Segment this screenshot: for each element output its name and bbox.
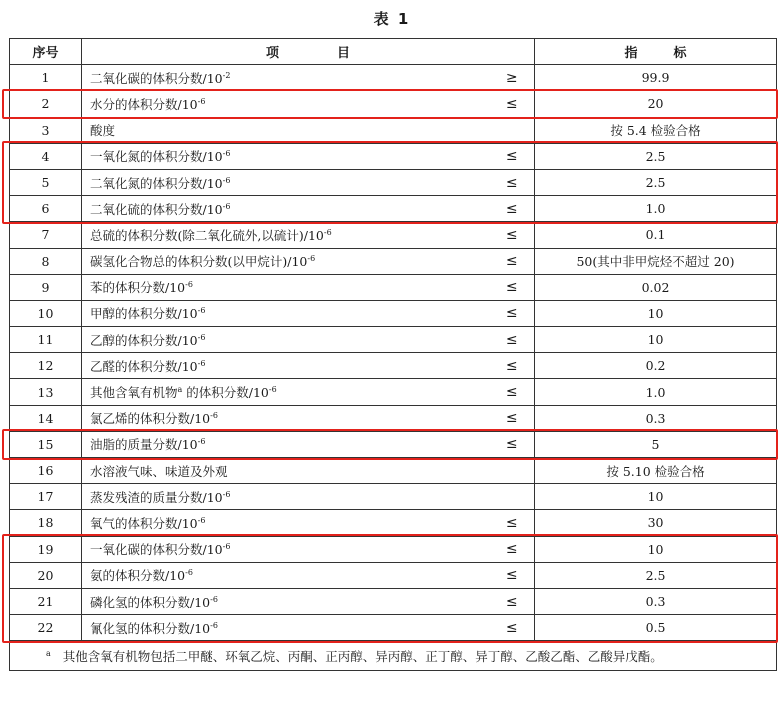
row-seq: 18 <box>10 510 82 536</box>
row-seq: 22 <box>10 615 82 641</box>
table-row <box>10 65 777 91</box>
table-row <box>10 91 777 117</box>
row-comparator: ≤ <box>490 91 535 117</box>
row-item <box>82 353 490 379</box>
header-item: 项目 <box>82 39 535 65</box>
row-item-exponent: -6 <box>197 515 206 525</box>
row-comparator: ≤ <box>490 353 535 379</box>
row-item-text: 油脂的质量分数/10 <box>90 437 198 453</box>
row-value: 0.5 <box>535 615 777 641</box>
table-row <box>10 248 777 274</box>
row-item-text: 氰化氢的体积分数/10 <box>90 620 211 636</box>
row-value: 2.5 <box>535 562 777 588</box>
table-row <box>10 327 777 353</box>
row-item-text: 一氧化碳的体积分数/10 <box>90 542 223 558</box>
row-item-text: 蒸发残渣的质量分数/10 <box>90 489 223 505</box>
row-value: 5 <box>535 431 777 457</box>
row-seq: 12 <box>10 353 82 379</box>
row-item-exponent: -6 <box>210 594 218 604</box>
row-item-exponent: -6 <box>268 385 277 395</box>
specification-table <box>9 38 777 671</box>
row-seq: 14 <box>10 405 82 431</box>
table-row <box>10 274 777 300</box>
row-item <box>82 588 490 614</box>
row-item-exponent: -6 <box>185 568 193 578</box>
row-item-exponent: -6 <box>323 227 332 237</box>
row-item-text: 碳氢化合物总的体积分数(以甲烷计)/10 <box>90 254 308 270</box>
row-item <box>82 615 490 641</box>
table-row <box>10 300 777 326</box>
row-item-text: 乙醛的体积分数/10 <box>90 358 198 374</box>
row-value: 1.0 <box>535 379 777 405</box>
row-comparator: ≤ <box>490 196 535 222</box>
row-value: 0.02 <box>535 274 777 300</box>
row-item <box>82 562 490 588</box>
table-row <box>10 431 777 457</box>
footnote-mark: a <box>46 648 51 658</box>
row-seq: 17 <box>10 484 82 510</box>
row-item-text: 一氧化氮的体积分数/10 <box>90 149 223 165</box>
table-row <box>10 510 777 536</box>
table-row <box>10 353 777 379</box>
row-comparator: ≤ <box>490 379 535 405</box>
footnote <box>10 641 777 671</box>
table-row <box>10 379 777 405</box>
row-footnote-mark: a <box>177 385 183 395</box>
table-title: 表 1 <box>373 10 411 28</box>
row-item-exponent: -6 <box>197 358 206 368</box>
table-row <box>10 615 777 641</box>
row-item <box>82 91 490 117</box>
row-item <box>82 143 490 169</box>
row-item <box>82 300 490 326</box>
row-item-exponent: -6 <box>222 489 231 499</box>
row-seq: 7 <box>10 222 82 248</box>
row-item-exponent: -6 <box>197 437 206 447</box>
row-value: 0.3 <box>535 405 777 431</box>
row-seq: 16 <box>10 458 82 484</box>
footnote-text: 其他含氧有机物包括二甲醚、环氧乙烷、丙酮、正丙醇、异丙醇、正丁醇、异丁醇、乙酸乙酯、乙酸异戊酯。 <box>62 648 663 664</box>
row-item-exponent: -6 <box>210 620 218 630</box>
row-comparator: ≤ <box>490 431 535 457</box>
table-row <box>10 143 777 169</box>
row-seq: 11 <box>10 327 82 353</box>
row-comparator: ≤ <box>490 169 535 195</box>
row-item <box>82 196 490 222</box>
row-item <box>82 169 490 195</box>
row-item-text: 总硫的体积分数(除二氧化硫外,以硫计)/10 <box>90 227 324 243</box>
row-seq: 5 <box>10 169 82 195</box>
row-item-suffix: 的体积分数/10 <box>182 385 269 401</box>
row-value: 2.5 <box>535 143 777 169</box>
row-comparator: ≤ <box>490 248 535 274</box>
row-seq: 21 <box>10 588 82 614</box>
row-seq: 15 <box>10 431 82 457</box>
row-item-text: 水溶液气味、味道及外观 <box>90 463 228 479</box>
row-comparator: ≥ <box>490 65 535 91</box>
row-seq: 13 <box>10 379 82 405</box>
row-item-text: 磷化氢的体积分数/10 <box>90 594 211 610</box>
table-row <box>10 169 777 195</box>
row-item-exponent: -6 <box>222 201 231 211</box>
row-item <box>82 248 490 274</box>
row-item-text: 氨的体积分数/10 <box>90 568 186 584</box>
row-item-text: 酸度 <box>90 123 116 139</box>
row-seq: 9 <box>10 274 82 300</box>
row-value: 99.9 <box>535 65 777 91</box>
row-comparator: ≤ <box>490 510 535 536</box>
row-comparator: ≤ <box>490 536 535 562</box>
table-header-row <box>10 39 777 65</box>
row-item-text: 乙醇的体积分数/10 <box>90 332 198 348</box>
row-item-exponent: -6 <box>197 96 206 106</box>
row-comparator: ≤ <box>490 588 535 614</box>
footnote-row <box>10 641 777 671</box>
row-seq: 1 <box>10 65 82 91</box>
row-comparator: ≤ <box>490 615 535 641</box>
table-row <box>10 405 777 431</box>
row-seq: 2 <box>10 91 82 117</box>
row-seq: 6 <box>10 196 82 222</box>
row-value: 按 5.10 检验合格 <box>535 458 777 484</box>
row-value: 30 <box>535 510 777 536</box>
row-item-text: 水分的体积分数/10 <box>90 96 198 112</box>
row-item <box>82 431 490 457</box>
row-comparator: ≤ <box>490 222 535 248</box>
row-seq: 4 <box>10 143 82 169</box>
row-item-text: 二氧化硫的体积分数/10 <box>90 201 223 217</box>
row-item-text: 二氧化氮的体积分数/10 <box>90 175 223 191</box>
header-seq: 序号 <box>10 39 82 65</box>
row-comparator: ≤ <box>490 143 535 169</box>
row-value: 10 <box>535 300 777 326</box>
row-item-exponent: -6 <box>222 542 231 552</box>
table-row <box>10 588 777 614</box>
header-value: 指标 <box>535 39 777 65</box>
row-value: 按 5.4 检验合格 <box>535 117 777 143</box>
row-value: 1.0 <box>535 196 777 222</box>
row-item <box>82 458 490 484</box>
row-value: 20 <box>535 91 777 117</box>
row-item-exponent: -6 <box>197 306 206 316</box>
row-item <box>82 510 490 536</box>
row-item-exponent: -6 <box>222 149 231 159</box>
row-comparator <box>490 458 535 484</box>
row-comparator <box>490 117 535 143</box>
row-value: 10 <box>535 327 777 353</box>
row-seq: 8 <box>10 248 82 274</box>
row-value: 50(其中非甲烷烃不超过 20) <box>535 248 777 274</box>
row-item-text: 苯的体积分数/10 <box>90 280 186 296</box>
row-comparator: ≤ <box>490 562 535 588</box>
row-comparator <box>490 484 535 510</box>
row-item-exponent: -6 <box>307 254 316 264</box>
row-item <box>82 117 490 143</box>
row-item <box>82 222 490 248</box>
row-item <box>82 405 490 431</box>
row-item-exponent: -6 <box>210 411 218 421</box>
row-value: 0.2 <box>535 353 777 379</box>
row-value: 0.3 <box>535 588 777 614</box>
row-value: 10 <box>535 484 777 510</box>
row-seq: 20 <box>10 562 82 588</box>
row-item-text: 其他含氧有机物 <box>90 385 178 401</box>
row-comparator: ≤ <box>490 405 535 431</box>
row-item <box>82 65 490 91</box>
row-item-text: 氧气的体积分数/10 <box>90 515 198 531</box>
row-value: 10 <box>535 536 777 562</box>
row-item <box>82 327 490 353</box>
row-comparator: ≤ <box>490 274 535 300</box>
row-item <box>82 379 490 405</box>
table-row <box>10 562 777 588</box>
row-item-exponent: -6 <box>197 332 206 342</box>
table-row <box>10 536 777 562</box>
table-row <box>10 484 777 510</box>
row-item-exponent: -6 <box>185 280 193 290</box>
row-comparator: ≤ <box>490 327 535 353</box>
row-item <box>82 274 490 300</box>
row-seq: 10 <box>10 300 82 326</box>
row-item-text: 氯乙烯的体积分数/10 <box>90 411 211 427</box>
row-item-exponent: -2 <box>222 70 231 80</box>
row-item-exponent: -6 <box>222 175 231 185</box>
table-row <box>10 196 777 222</box>
row-item-text: 二氧化碳的体积分数/10 <box>90 70 223 86</box>
row-item <box>82 536 490 562</box>
row-seq: 3 <box>10 117 82 143</box>
table-row <box>10 222 777 248</box>
row-value: 0.1 <box>535 222 777 248</box>
row-value: 2.5 <box>535 169 777 195</box>
row-item-text: 甲醇的体积分数/10 <box>90 306 198 322</box>
row-item <box>82 484 490 510</box>
table-row <box>10 458 777 484</box>
row-comparator: ≤ <box>490 300 535 326</box>
row-seq: 19 <box>10 536 82 562</box>
table-row <box>10 117 777 143</box>
